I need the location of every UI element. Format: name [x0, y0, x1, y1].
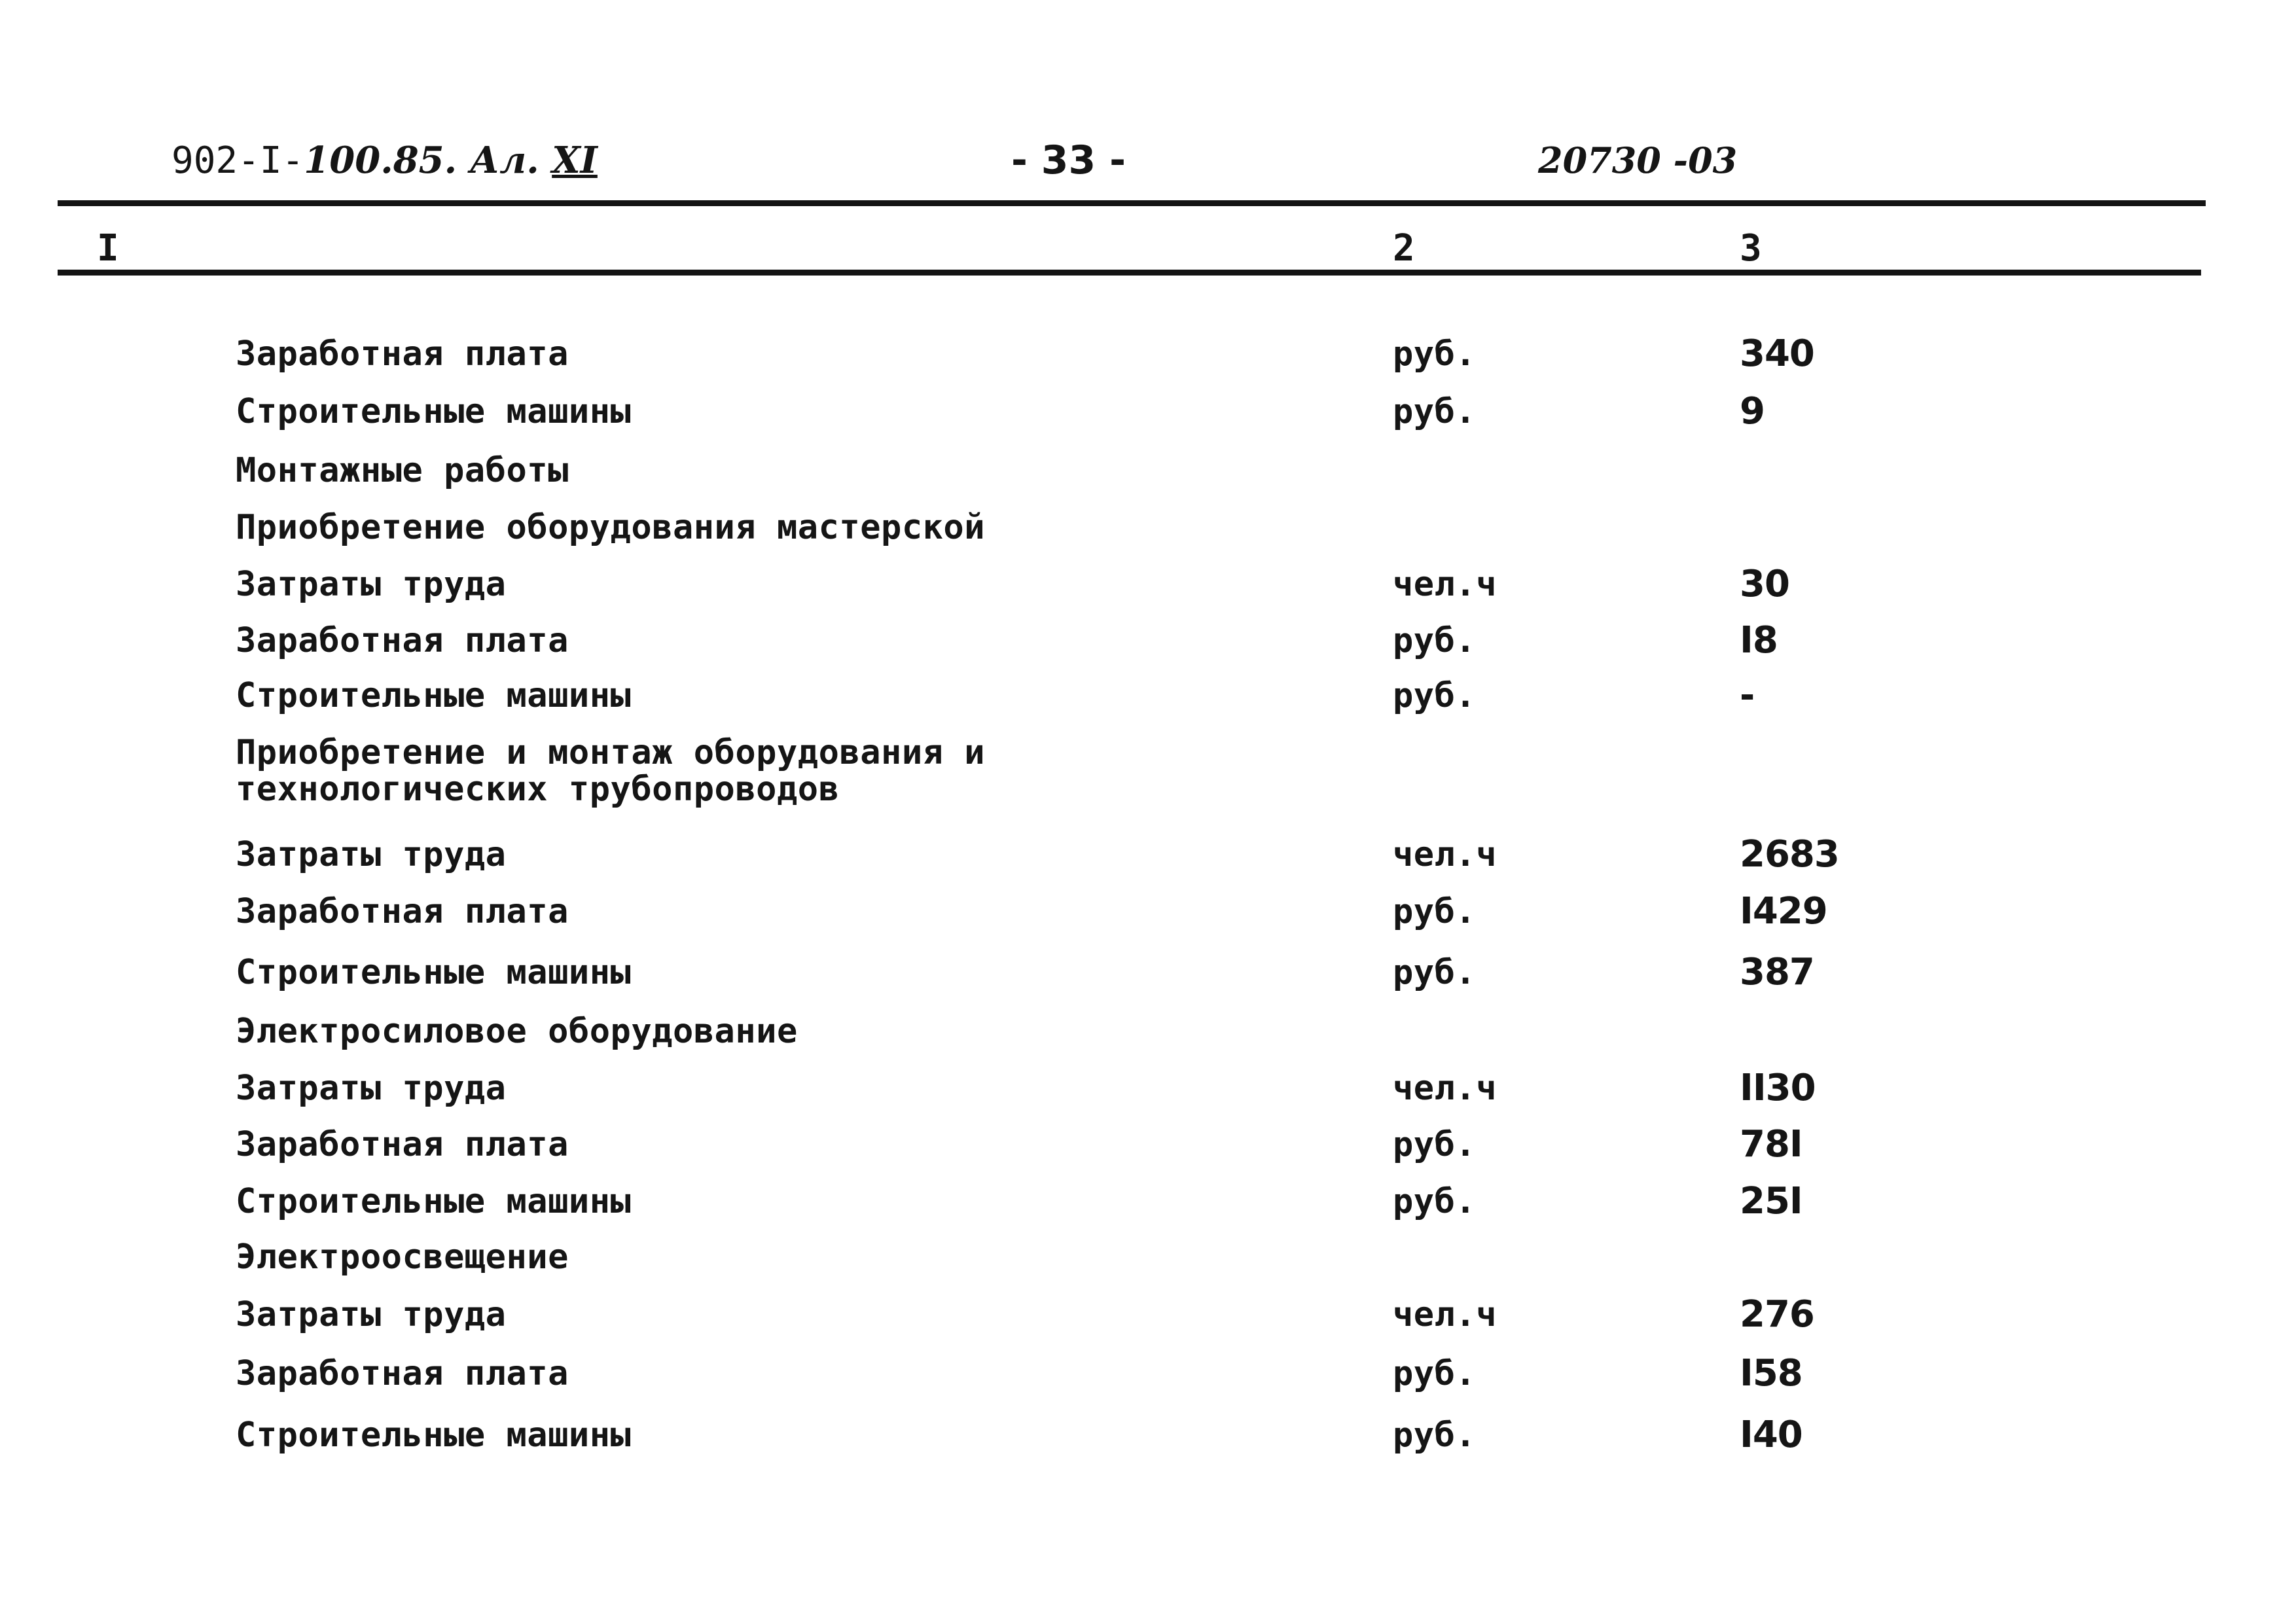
row-unit: руб. [1393, 334, 1477, 374]
document-reference: 20730 -03 [1538, 139, 1738, 181]
row-unit: руб. [1393, 676, 1477, 715]
table-row [0, 1415, 2296, 1474]
row-unit: руб. [1393, 953, 1477, 992]
row-value: - [1740, 674, 1755, 717]
row-name: Заработная плата [236, 1125, 569, 1164]
table-section-row [0, 1237, 2296, 1296]
row-unit: руб. [1393, 1416, 1477, 1455]
table-row [0, 891, 2296, 950]
row-name: Затраты труда [236, 835, 507, 874]
row-value: 340 [1740, 332, 1814, 375]
row-name: Заработная плата [236, 1354, 569, 1393]
row-unit: руб. [1393, 1354, 1477, 1393]
table-row [0, 334, 2296, 393]
row-unit: руб. [1393, 1125, 1477, 1164]
row-value: 25I [1740, 1180, 1803, 1222]
table-section-row [0, 507, 2296, 566]
row-value: 387 [1740, 951, 1814, 993]
row-unit: чел.ч [1393, 1295, 1498, 1334]
section-title-line-1: Приобретение и монтаж оборудования и [236, 733, 986, 772]
table-row [0, 1294, 2296, 1353]
row-name: Строительные машины [236, 676, 632, 715]
row-value: I429 [1740, 890, 1827, 933]
row-unit: руб. [1393, 1182, 1477, 1221]
row-value: 9 [1740, 390, 1765, 433]
row-name: Затраты труда [236, 565, 507, 604]
row-name: Заработная плата [236, 334, 569, 374]
table-row [0, 1181, 2296, 1240]
table-section-row [0, 450, 2296, 509]
section-title: Монтажные работы [236, 451, 569, 490]
row-name: Строительные машины [236, 953, 632, 992]
column-header-3: 3 [1740, 227, 1762, 270]
column-header-2: 2 [1393, 227, 1415, 270]
row-value: II30 [1740, 1067, 1816, 1109]
row-unit: руб. [1393, 892, 1477, 931]
table-row [0, 391, 2296, 450]
row-name: Строительные машины [236, 1416, 632, 1455]
table-row [0, 564, 2296, 623]
row-unit: руб. [1393, 621, 1477, 660]
row-value: 276 [1740, 1293, 1814, 1336]
column-header-1: I [97, 227, 119, 270]
row-name: Строительные машины [236, 1182, 632, 1221]
row-name: Строительные машины [236, 392, 632, 431]
page-number: - 33 - [1011, 137, 1126, 183]
row-name: Затраты труда [236, 1069, 507, 1108]
row-name: Затраты труда [236, 1295, 507, 1334]
row-value: I8 [1740, 619, 1778, 662]
table-row [0, 834, 2296, 893]
section-title [236, 734, 985, 808]
sheet-number: XI [552, 139, 598, 182]
row-value: I40 [1740, 1414, 1803, 1456]
section-title: Электросиловое оборудование [236, 1012, 798, 1051]
section-title-line-2: технологических трубопроводов [236, 770, 840, 809]
table-section-row [0, 1011, 2296, 1070]
row-name: Заработная плата [236, 892, 569, 931]
document-code-printed: 902-I- [171, 139, 304, 182]
row-unit: чел.ч [1393, 565, 1498, 604]
table-row [0, 620, 2296, 679]
section-title: Электроосвещение [236, 1238, 569, 1277]
table-row [0, 675, 2296, 734]
document-code-handwritten: 100.85. Ал. [304, 139, 552, 182]
section-title: Приобретение оборудования мастерской [236, 508, 986, 547]
row-value: 2683 [1740, 833, 1839, 876]
table-row [0, 1353, 2296, 1412]
row-unit: чел.ч [1393, 835, 1498, 874]
table-row [0, 952, 2296, 1011]
row-value: I58 [1740, 1352, 1803, 1395]
table-row [0, 1068, 2296, 1127]
table-section-row [0, 734, 2296, 813]
row-unit: чел.ч [1393, 1069, 1498, 1108]
table-row [0, 1124, 2296, 1183]
row-name: Заработная плата [236, 621, 569, 660]
row-unit: руб. [1393, 392, 1477, 431]
row-value: 30 [1740, 563, 1789, 605]
row-value: 78I [1740, 1123, 1803, 1166]
